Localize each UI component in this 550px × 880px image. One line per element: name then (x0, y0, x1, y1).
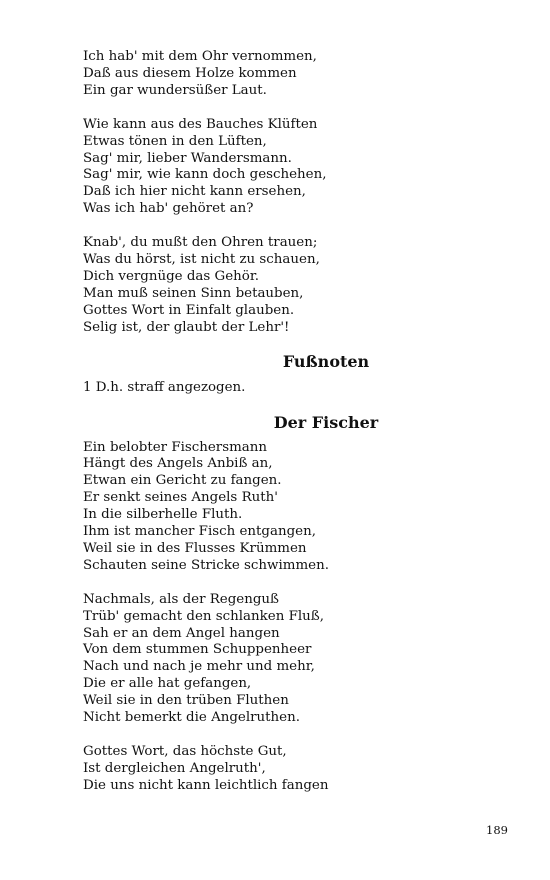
verse-line: Was ich hab' gehöret an? (83, 201, 254, 217)
stanza (83, 592, 503, 727)
poem-continuation (83, 49, 503, 337)
verse-line: In die silberhelle Fluth. (83, 507, 243, 523)
verse-line: Man muß seinen Sinn betauben, (83, 285, 304, 301)
stanza (83, 440, 503, 575)
verse-line: Ich hab' mit dem Ohr vernommen, (83, 49, 317, 64)
verse-line: Selig ist, der glaubt der Lehr'! (83, 319, 290, 335)
verse-line: Ein belobter Fischersmann (83, 439, 268, 455)
stanza (83, 744, 503, 795)
page-content (83, 49, 503, 795)
verse-line: Er senkt seines Angels Ruth' (83, 490, 278, 506)
verse-line: Hängt des Angels Anbiß an, (83, 456, 273, 472)
verse-line: Schauten seine Stricke schwimmen. (83, 557, 329, 573)
verse-line: Was du hörst, ist nicht zu schauen, (83, 252, 320, 268)
verse-line: Weil sie in den trüben Fluthen (83, 693, 289, 709)
verse-line: Etwan ein Gericht zu fangen. (83, 473, 282, 489)
verse-line: Daß ich hier nicht kann ersehen, (83, 184, 306, 200)
verse-line: Ein gar wundersüßer Laut. (83, 82, 267, 98)
verse-line: Daß aus diesem Holze kommen (83, 65, 297, 81)
stanza (83, 117, 503, 218)
verse-line: Weil sie in des Flusses Krümmen (83, 540, 307, 556)
verse-line: Dich vergnüge das Gehör. (83, 268, 260, 284)
verse-line: Wie kann aus des Bauches Klüften (83, 116, 318, 132)
verse-line: Trüb' gemacht den schlanken Fluß, (83, 608, 324, 624)
verse-line: Von dem stummen Schuppenheer (83, 642, 312, 658)
page-number: 189 (486, 823, 508, 837)
verse-line: Die uns nicht kann leichtlich fangen (83, 777, 329, 793)
verse-line: Die er alle hat gefangen, (83, 676, 252, 692)
verse-line: Ist dergleichen Angelruth', (83, 760, 266, 776)
verse-line: Nach und nach je mehr und mehr, (83, 659, 315, 675)
poem-der-fischer (83, 440, 503, 795)
verse-line: Nicht bemerkt die Angelruthen. (83, 710, 300, 726)
stanza (83, 49, 503, 100)
verse-line: Gottes Wort in Einfalt glauben. (83, 302, 295, 318)
verse-line: Sag' mir, lieber Wandersmann. (83, 150, 292, 166)
verse-line: Etwas tönen in den Lüften, (83, 133, 267, 149)
verse-line: Gottes Wort, das höchste Gut, (83, 744, 287, 759)
verse-line: Nachmals, als der Regenguß (83, 591, 279, 607)
footnotes-heading: Fußnoten (282, 351, 370, 371)
poem-title: Der Fischer (273, 412, 379, 432)
verse-line: Knab', du mußt den Ohren trauen; (83, 235, 318, 251)
verse-line: Sag' mir, wie kann doch geschehen, (83, 167, 327, 183)
verse-line: Ihm ist mancher Fisch entgangen, (83, 524, 316, 540)
footnote-text: 1 D.h. straff angezogen. (83, 379, 246, 395)
stanza (83, 235, 503, 336)
verse-line: Sah er an dem Angel hangen (83, 625, 280, 641)
